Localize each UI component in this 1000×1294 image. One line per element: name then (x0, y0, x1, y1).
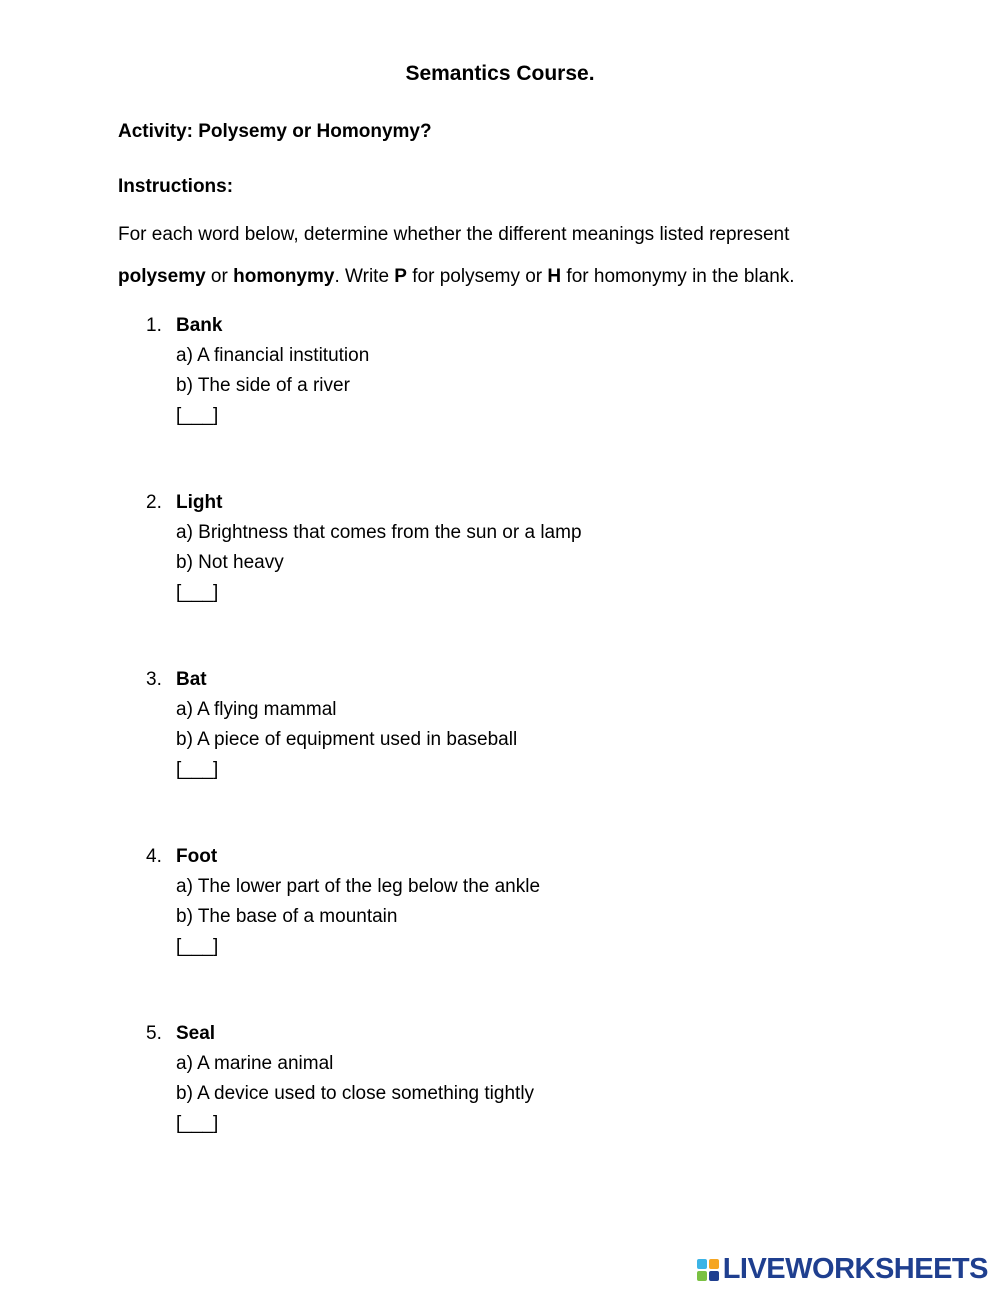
instructions-bold-term: homonymy (233, 266, 335, 287)
meaning-b: b) A piece of equipment used in baseball (176, 729, 518, 750)
question-item (146, 488, 582, 608)
brand-watermark (697, 1253, 988, 1286)
question-number: 3. (146, 669, 162, 690)
instructions-heading: Instructions: (118, 176, 234, 197)
question-number: 2. (146, 492, 162, 513)
question-item (146, 665, 517, 785)
question-number: 1. (146, 315, 162, 336)
answer-blank[interactable]: [___] (176, 759, 219, 780)
meaning-a: a) The lower part of the leg below the ankle (176, 876, 541, 897)
answer-blank[interactable]: [___] (176, 1113, 219, 1134)
instructions-part: for polysemy or (406, 266, 548, 287)
instructions-part: For each word below, determine whether the different meanings listed represent (118, 224, 790, 245)
question-item (146, 842, 540, 962)
meaning-a: a) Brightness that comes from the sun or a lamp (176, 522, 582, 543)
instructions-bold-term: polysemy (118, 266, 206, 287)
meaning-a: a) A financial institution (176, 345, 370, 366)
question-item (146, 1019, 534, 1139)
instructions-bold-letter: P (394, 266, 407, 287)
question-word: Light (176, 492, 223, 513)
question-word: Seal (176, 1023, 216, 1044)
meaning-b: b) The base of a mountain (176, 906, 398, 927)
meaning-b: b) A device used to close something tightly (176, 1083, 535, 1104)
liveworksheets-logo-icon (697, 1259, 719, 1281)
instructions-bold-letter: H (547, 266, 562, 287)
brand-name: LIVEWORKSHEETS (722, 1253, 988, 1285)
instructions-part: for homonymy in the blank. (561, 266, 795, 287)
page-title: Semantics Course. (405, 62, 595, 85)
meaning-b: b) Not heavy (176, 552, 284, 573)
answer-blank[interactable]: [___] (176, 405, 219, 426)
instructions-text (118, 214, 898, 298)
meaning-a: a) A flying mammal (176, 699, 337, 720)
question-word: Bank (176, 315, 223, 336)
question-number: 4. (146, 846, 162, 867)
answer-blank[interactable]: [___] (176, 936, 219, 957)
question-number: 5. (146, 1023, 162, 1044)
instructions-part: . Write (334, 266, 395, 287)
meaning-a: a) A marine animal (176, 1053, 334, 1074)
question-item (146, 311, 369, 431)
answer-blank[interactable]: [___] (176, 582, 219, 603)
activity-title: Activity: Polysemy or Homonymy? (118, 121, 432, 142)
question-word: Foot (176, 846, 218, 867)
instructions-part: or (205, 266, 234, 287)
question-word: Bat (176, 669, 207, 690)
meaning-b: b) The side of a river (176, 375, 350, 396)
